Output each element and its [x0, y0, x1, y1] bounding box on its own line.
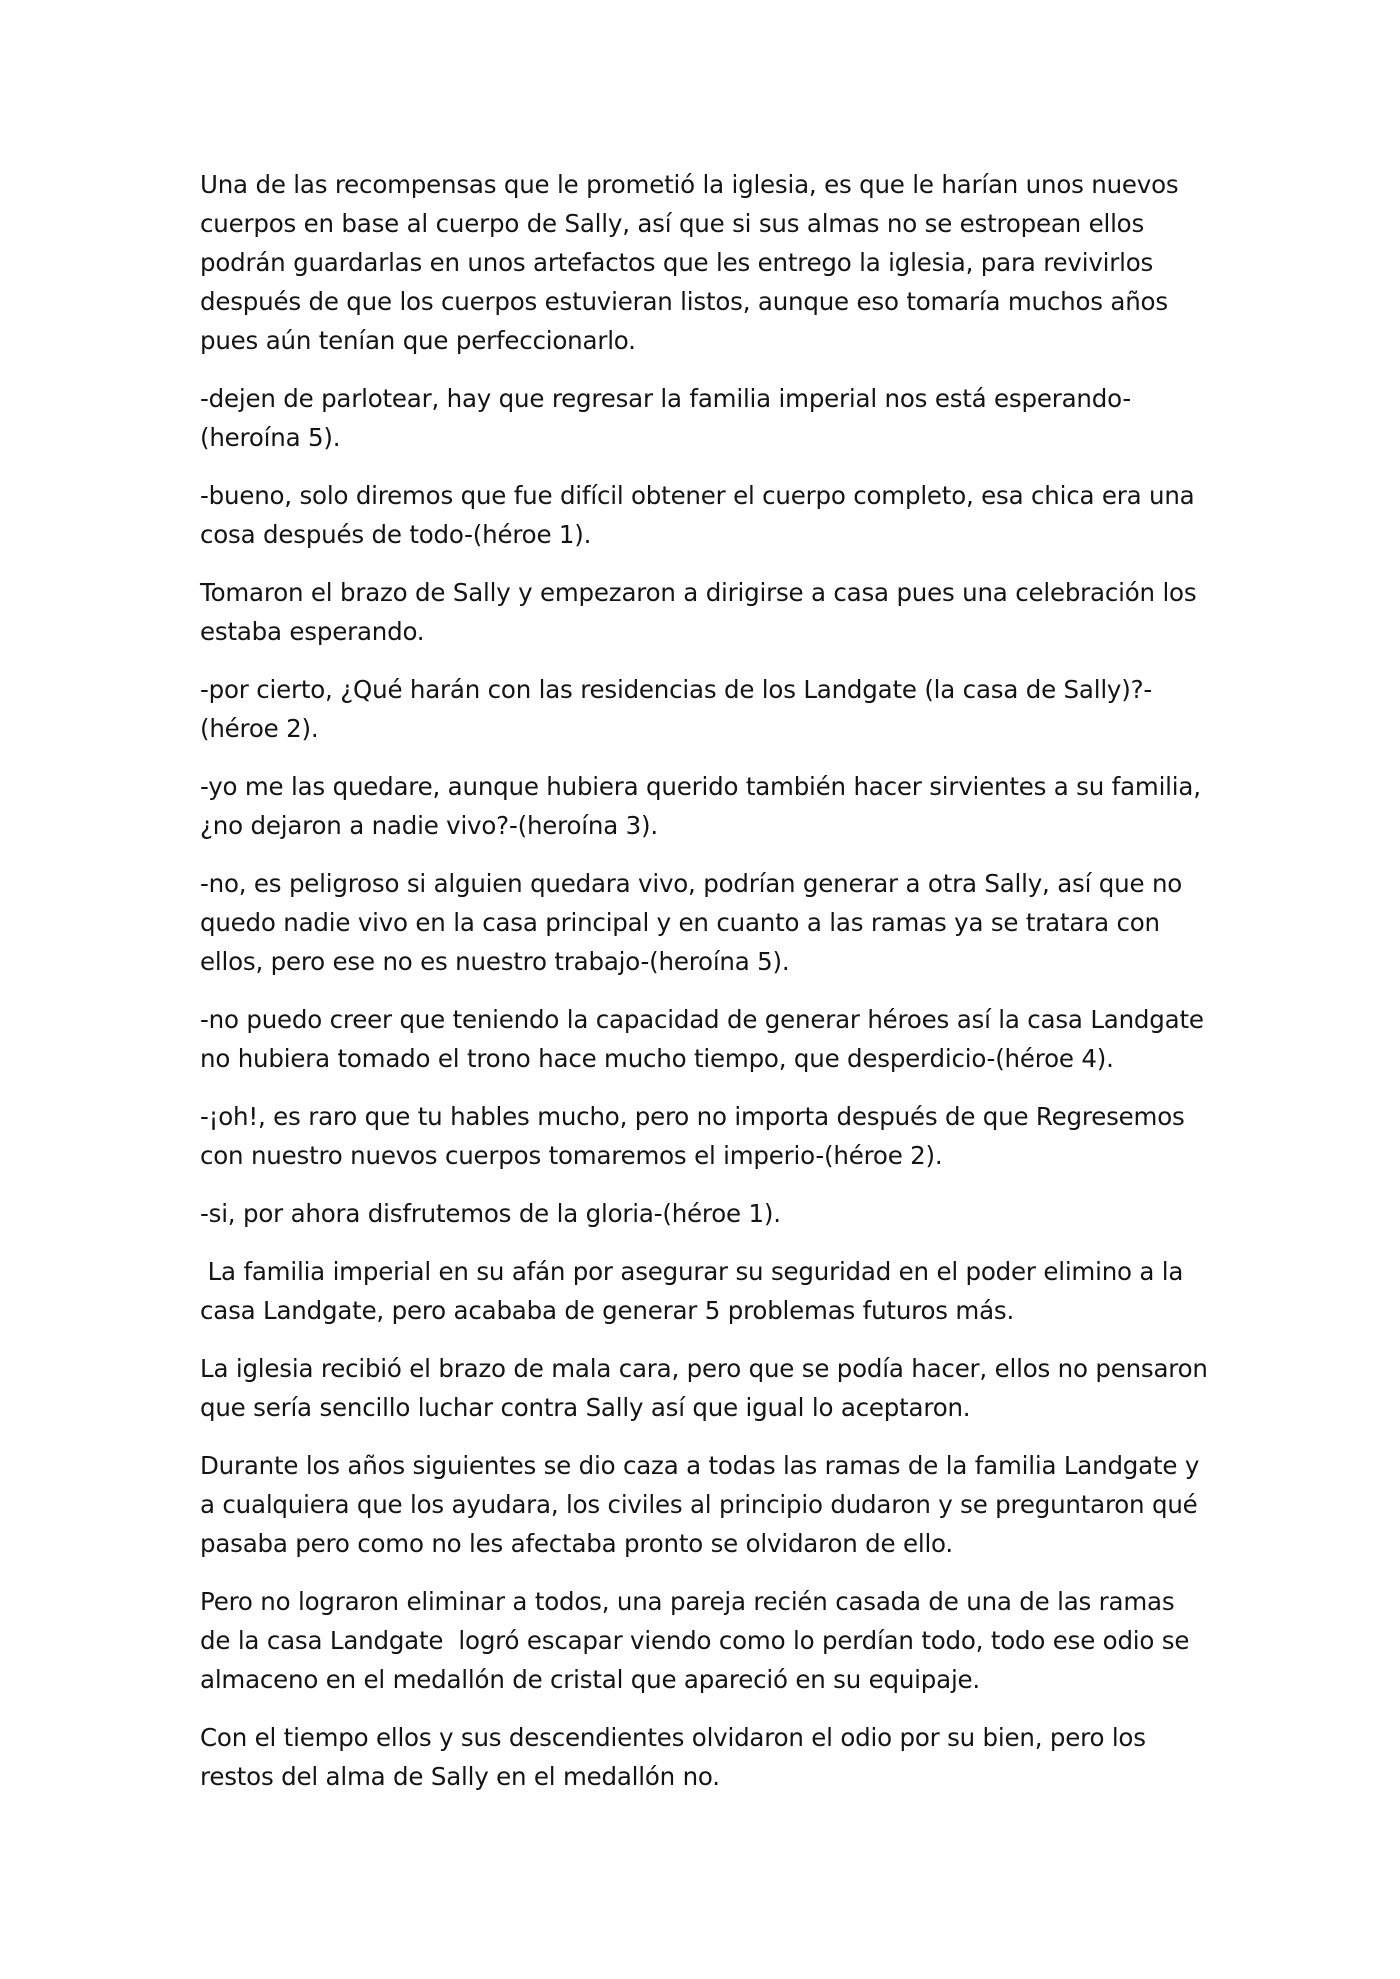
paragraph: La iglesia recibió el brazo de mala cara, pero que se podía hacer, ellos no pensaron que sería sencillo luchar contra Sally así que igual lo aceptaron. — [200, 1354, 1208, 1422]
paragraph: -no, es peligroso si alguien quedara vivo, podrían generar a otra Sally, así que no quedo nadie vivo en la casa principal y en cuanto a las ramas ya se tratara con ellos, pero ese no es nuestro trabajo-(heroína 5). — [200, 869, 1183, 976]
paragraph: -yo me las quedare, aunque hubiera querido también hacer sirvientes a su familia, ¿no dejaron a nadie vivo?-(heroína 3). — [200, 772, 1201, 840]
paragraph: -por cierto, ¿Qué harán con las residencias de los Landgate (la casa de Sally)?-(héroe 2). — [200, 675, 1153, 743]
paragraph: -si, por ahora disfrutemos de la gloria-(héroe 1). — [200, 1199, 781, 1228]
paragraph: Una de las recompensas que le prometió la iglesia, es que le harían unos nuevos cuerpos en base al cuerpo de Sally, así que si sus almas no se estropean ellos podrán guardarlas en unos artefactos que les entrego la iglesia, para revivirlos después de que los cuerpos estuvieran listos, aunque eso tomaría muchos años pues aún tenían que perfeccionarlo. — [200, 170, 1179, 355]
paragraph: -¡oh!, es raro que tu hables mucho, pero no importa después de que Regresemos con nuestro nuevos cuerpos tomaremos el imperio-(héroe 2). — [200, 1102, 1185, 1170]
paragraph: Tomaron el brazo de Sally y empezaron a dirigirse a casa pues una celebración los estaba esperando. — [200, 578, 1197, 646]
paragraph: -no puedo creer que teniendo la capacidad de generar héroes así la casa Landgate no hubiera tomado el trono hace mucho tiempo, que desperdicio-(héroe 4). — [200, 1005, 1204, 1073]
paragraph: Con el tiempo ellos y sus descendientes olvidaron el odio por su bien, pero los restos del alma de Sally en el medallón no. — [200, 1723, 1146, 1791]
paragraph: -bueno, solo diremos que fue difícil obtener el cuerpo completo, esa chica era una cosa después de todo-(héroe 1). — [200, 481, 1195, 549]
paragraph: -dejen de parlotear, hay que regresar la familia imperial nos está esperando-(heroína 5). — [200, 384, 1131, 452]
paragraph: La familia imperial en su afán por asegurar su seguridad en el poder elimino a la casa Landgate, pero acababa de generar 5 problemas futuros más. — [200, 1257, 1191, 1325]
paragraph: Durante los años siguientes se dio caza a todas las ramas de la familia Landgate y a cualquiera que los ayudara, los civiles al principio dudaron y se preguntaron qué pasaba pero como no les afectaba pronto se olvidaron de ello. — [200, 1451, 1200, 1558]
paragraph: Pero no lograron eliminar a todos, una pareja recién casada de una de las ramas de la casa Landgate logró escapar viendo como lo perdían todo, todo ese odio se almaceno en el medallón de cristal que apareció en su equipaje. — [200, 1587, 1197, 1694]
document-body — [200, 165, 1210, 1815]
